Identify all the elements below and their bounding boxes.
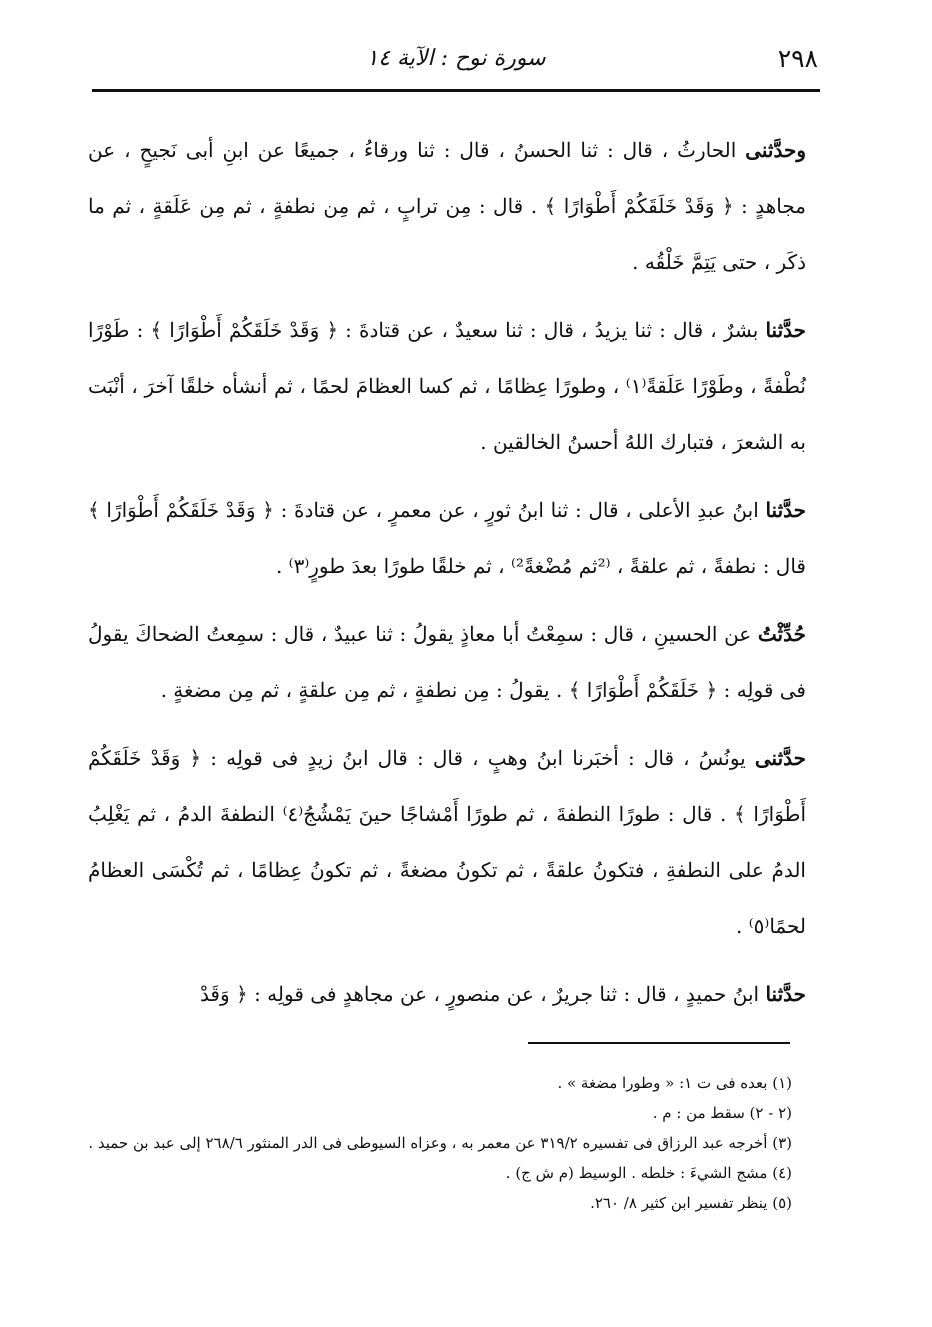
paragraph-lead: وحدَّثنى: [745, 138, 806, 162]
paragraph-text: يونُسُ ، قال : أخبَرنا ابنُ وهبٍ ، قال : قال ابنُ زيدٍ فى قولِه : ﴿ وَقَدْ خَلَقَكُمْ أَطْوَارًا ﴾ . قال : طورًا النطفةَ ، ثم طورًا أَمْشاجًا حينَ يَمْشُجُ⁽٤⁾ النطفةَ الدمُ ، ثم يَغْلِبُ الدمُ على النطفةِ ، فتكونُ علقةً ، ثم تكونُ مضغةً ، ثم تكونُ عِظامًا ، ثم تُكْسَى العظامُ لحمًا⁽٥⁾ .: [88, 746, 807, 938]
footnotes: [80, 1068, 792, 1218]
header-rule: [92, 89, 820, 92]
paragraph-text: الحارثُ ، قال : ثنا الحسنُ ، قال : ثنا ورقاءُ ، جميعًا عن ابنِ أبى نَجيحٍ ، عن مجاهدٍ : ﴿ وَقَدْ خَلَقَكُمْ أَطْوَارًا ﴾ . قال : مِن ترابٍ ، ثم مِن نطفةٍ ، ثم مِن عَلَقةٍ ، ثم ما ذكَر ، حتى يَتِمَّ خَلْقُه .: [88, 138, 806, 274]
paragraph: [88, 482, 806, 594]
paragraph: [88, 730, 806, 954]
footnote: (١) بعده فى ت ١: « وطورا مضغة » .: [557, 1074, 792, 1092]
footnote: (٤) مشج الشيءَ : خلطه . الوسيط (م ش ج) .: [505, 1164, 792, 1182]
paragraph: [88, 122, 806, 290]
footnote: (٣) أخرجه عبد الرزاق فى تفسيره ٣١٩/٢ عن معمر به ، وعزاه السيوطى فى الدر المنثور ٢٦٨/٦ إلى عبد بن حميد .: [88, 1134, 792, 1152]
page-number: ٢٩٨: [777, 44, 818, 73]
footnote-rule: [528, 1042, 790, 1044]
running-title: سورة نوح : الآية ١٤: [366, 46, 546, 71]
paragraph-text: عن الحسينِ ، قال : سمِعْتُ أبا معاذٍ يقولُ : ثنا عبيدٌ ، قال : سمِعتُ الضحاكَ يقولُ فى قولِه : ﴿ خَلَقَكُمْ أَطْوَارًا ﴾ . يقولُ : مِن نطفةٍ ، ثم مِن علقةٍ ، ثم مِن مضغةٍ .: [88, 622, 806, 702]
page-header: [92, 44, 820, 84]
paragraph-lead: حُدِّثْتُ: [757, 622, 806, 646]
paragraph: [88, 966, 806, 1022]
paragraph-lead: حدَّثنا: [765, 318, 806, 342]
paragraph: [88, 606, 806, 718]
main-text: [88, 122, 806, 1034]
paragraph-lead: حدَّثنا: [765, 982, 806, 1006]
paragraph-text: ابنُ حميدٍ ، قال : ثنا جريرٌ ، عن منصورٍ ، عن مجاهدٍ فى قولِه : ﴿ وَقَدْ: [199, 982, 766, 1006]
paragraph-lead: حدَّثنا: [765, 498, 806, 522]
paragraph-text: ابنُ عبدِ الأعلى ، قال : ثنا ابنُ ثورٍ ، عن معمرٍ ، عن قتادةَ : ﴿ وَقَدْ خَلَقَكُمْ أَطْوَارًا ﴾ قال : نطفةً ، ثم علقةً ، ⁽²ثم مُضْغةً²⁾ ، ثم خلقًا طورًا بعدَ طورٍ⁽٣⁾ .: [88, 498, 806, 578]
footnote: (٥) ينظر تفسير ابن كثير ٨/ ٢٦٠.: [590, 1194, 792, 1212]
paragraph: [88, 302, 806, 470]
paragraph-text: بشرٌ ، قال : ثنا يزيدُ ، قال : ثنا سعيدٌ ، عن قتادةَ : ﴿ وَقَدْ خَلَقَكُمْ أَطْوَارًا ﴾ : طَوْرًا نُطْفةً ، وطَوْرًا عَلَقةً⁽١⁾ ، وطورًا عِظامًا ، ثم كسا العظامَ لحمًا ، ثم أنشأه خلقًا آخرَ ، أنْبَت به الشعرَ ، فتبارك اللهُ أحسنُ الخالقين .: [88, 318, 806, 454]
footnote: (٢ - ٢) سقط من : م .: [652, 1104, 792, 1122]
paragraph-lead: حدَّثنى: [754, 746, 806, 770]
